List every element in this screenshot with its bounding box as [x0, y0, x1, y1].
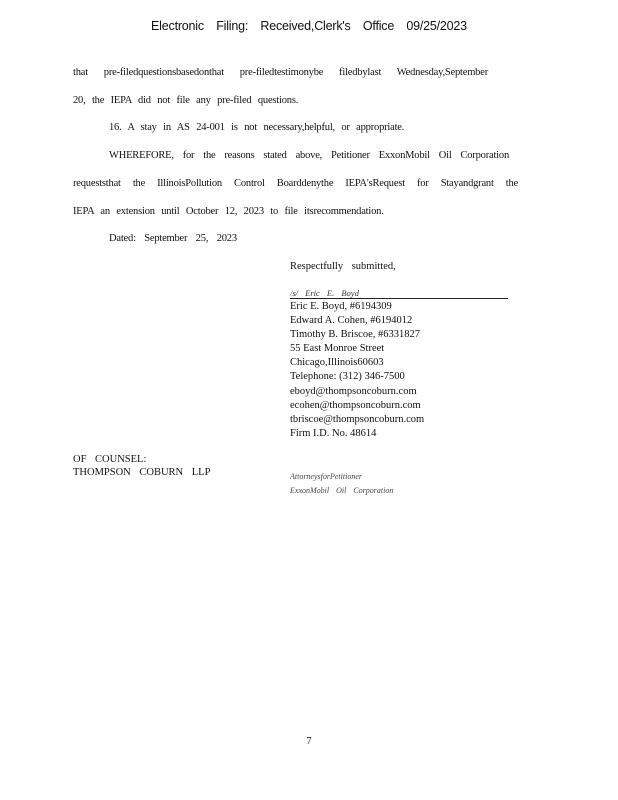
- city-address: Chicago,Illinois60603: [290, 357, 384, 369]
- street-address: 55 East Monroe Street: [290, 343, 385, 355]
- of-counsel-block: [73, 453, 210, 479]
- client-name: ExxonMobil Oil Corporation: [290, 486, 394, 495]
- paragraph-line: 20, the IEPA did not file any pre-filed questions.: [73, 95, 299, 106]
- filing-stamp-header: Electronic Filing: Received,Clerk's Office 09/25/2023: [151, 19, 467, 33]
- paragraph-line: IEPA an extension until October 12, 2023 to file itsrecommendation.: [73, 206, 384, 217]
- telephone: Telephone: (312) 346-7500: [290, 371, 405, 383]
- firm-id: Firm I.D. No. 48614: [290, 427, 377, 439]
- of-counsel-label: OF COUNSEL:: [73, 454, 147, 465]
- signature-block: [290, 300, 424, 441]
- email: tbriscoe@thompsoncoburn.com: [290, 413, 425, 425]
- paragraph-line: that pre-filedquestionsbasedonthat pre-filedtestimonybe filedbylast Wednesday,September: [73, 67, 488, 78]
- attorneys-for-block: [290, 470, 393, 498]
- wherefore-line: WHEREFORE, for the reasons stated above, Petitioner ExxonMobil Oil Corporation: [109, 150, 509, 161]
- signature-line: [290, 298, 508, 299]
- page-number: 7: [306, 736, 312, 747]
- law-firm-name: THOMPSON COBURN LLP: [73, 467, 211, 478]
- email: eboyd@thompsoncoburn.com: [290, 385, 417, 397]
- paragraph-line: requeststhat the IllinoisPollution Control Boarddenythe IEPA'sRequest for Stayandgrant the: [73, 178, 518, 189]
- dated-line: Dated: September 25, 2023: [109, 233, 237, 244]
- electronic-signature: /s/ Eric E. Boyd: [290, 288, 359, 298]
- closing-salutation: Respectfully submitted,: [290, 261, 396, 272]
- email: ecohen@thompsoncoburn.com: [290, 399, 421, 411]
- numbered-paragraph-16: 16. A stay in AS 24-001 is not necessary,helpful, or appropriate.: [109, 122, 405, 133]
- attorney-name: Edward A. Cohen, #6194012: [290, 315, 413, 327]
- attorney-name: Timothy B. Briscoe, #6331827: [290, 329, 420, 341]
- attorney-name: Eric E. Boyd, #6194309: [290, 301, 392, 312]
- attorneys-for-label: AttorneysforPetitioner: [290, 472, 362, 481]
